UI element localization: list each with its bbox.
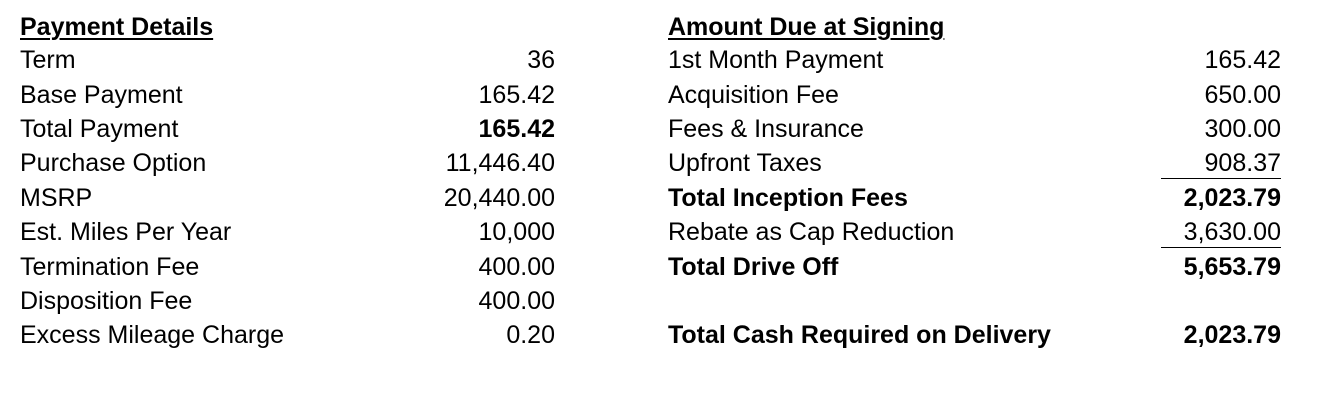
acquisition-fee-value: 650.00: [1204, 80, 1281, 109]
term-row: [20, 43, 555, 77]
fees-insurance-label: Fees & Insurance: [668, 114, 864, 143]
upfront-taxes-value: 908.37: [1161, 148, 1281, 179]
fees-insurance-row: [668, 112, 1281, 146]
total-cash-label: Total Cash Required on Delivery: [668, 321, 1051, 350]
section-spacer: [668, 284, 1281, 318]
disposition-fee-value: 400.00: [478, 286, 555, 315]
termination-fee-row: [20, 249, 555, 283]
termination-fee-value: 400.00: [478, 252, 555, 281]
total-drive-off-label: Total Drive Off: [668, 252, 839, 281]
est-miles-row: [20, 215, 555, 249]
msrp-row: [20, 181, 555, 215]
total-payment-row: [20, 112, 555, 146]
termination-fee-label: Termination Fee: [20, 252, 200, 281]
total-inception-fees-row: [668, 181, 1281, 215]
msrp-value: 20,440.00: [443, 183, 555, 212]
upfront-taxes-label: Upfront Taxes: [668, 149, 822, 178]
term-value: 36: [527, 46, 555, 75]
est-miles-label: Est. Miles Per Year: [20, 218, 232, 247]
excess-mileage-value: 0.20: [506, 321, 555, 350]
total-payment-label: Total Payment: [20, 114, 179, 143]
purchase-option-label: Purchase Option: [20, 149, 207, 178]
total-inception-fees-label: Total Inception Fees: [668, 183, 908, 212]
acquisition-fee-label: Acquisition Fee: [668, 80, 839, 109]
disposition-fee-label: Disposition Fee: [20, 286, 193, 315]
base-payment-value: 165.42: [478, 80, 555, 109]
acquisition-fee-row: [668, 77, 1281, 111]
total-inception-fees-value: 2,023.79: [1183, 183, 1281, 212]
msrp-label: MSRP: [20, 183, 93, 212]
payment-details-heading: Payment Details: [20, 13, 214, 41]
purchase-option-row: [20, 146, 555, 180]
term-label: Term: [20, 46, 76, 75]
fees-insurance-value: 300.00: [1204, 114, 1281, 143]
first-month-payment-value: 165.42: [1204, 46, 1281, 75]
first-month-payment-row: [668, 43, 1281, 77]
total-cash-row: [668, 318, 1281, 352]
rebate-cap-reduction-label: Rebate as Cap Reduction: [668, 218, 955, 247]
disposition-fee-row: [20, 284, 555, 318]
total-cash-value: 2,023.79: [1183, 321, 1281, 350]
excess-mileage-label: Excess Mileage Charge: [20, 321, 285, 350]
est-miles-value: 10,000: [478, 218, 555, 247]
upfront-taxes-row: [668, 146, 1281, 180]
purchase-option-value: 11,446.40: [445, 149, 555, 178]
rebate-cap-reduction-row: [668, 215, 1281, 249]
amount-due-section: [668, 12, 1281, 353]
base-payment-row: [20, 77, 555, 111]
rebate-cap-reduction-value: 3,630.00: [1161, 217, 1281, 248]
base-payment-label: Base Payment: [20, 80, 183, 109]
payment-details-section: [20, 12, 555, 353]
total-drive-off-row: [668, 249, 1281, 283]
total-drive-off-value: 5,653.79: [1183, 252, 1281, 281]
excess-mileage-row: [20, 318, 555, 352]
total-payment-value: 165.42: [478, 114, 555, 143]
amount-due-heading: Amount Due at Signing: [668, 13, 945, 41]
first-month-payment-label: 1st Month Payment: [668, 46, 884, 75]
